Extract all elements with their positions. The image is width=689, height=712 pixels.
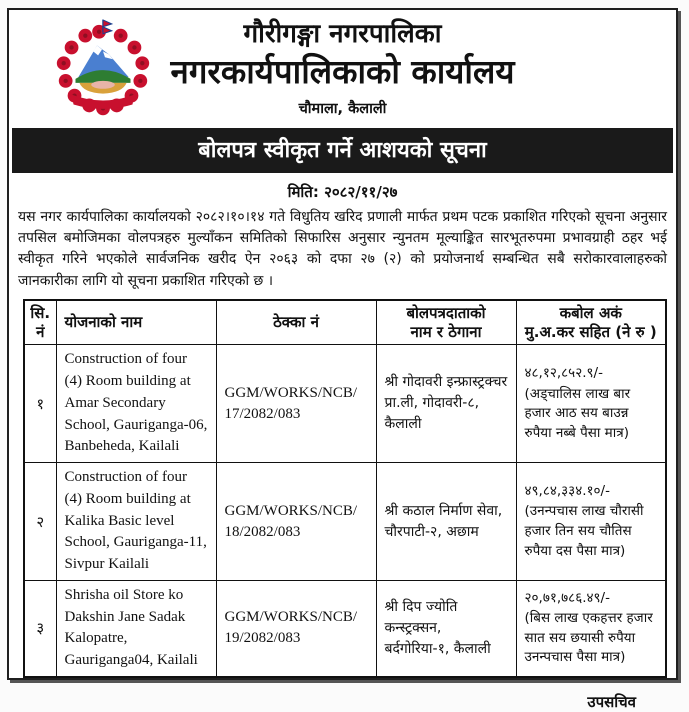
document-page-frame <box>7 8 678 711</box>
project-name-cell: Construction of four (4) Room building at Kalika Basic level School, Gauriganga-11, Sivpur Kailali <box>56 463 216 581</box>
amount-in-words: (अड्चालिस लाख बार हजार आठ सय बाउन्न रुपैया नब्बे पैसा मात्र) <box>524 385 631 441</box>
col-header-serial: सि. नं <box>24 300 56 345</box>
amount-cell <box>516 463 666 581</box>
notice-body-paragraph: यस नगर कार्यपालिका कार्यालयको २०८२।१०।१४ गते विधुतिय खरिद प्रणाली मार्फत प्रथम पटक प्रकाशित गरिएको सूचना अनुसार तपसिल बमोजिमका वोलपत्रहरु मुल्याँकन समितिको सिफारिस अनुसार न्युनतम मूल्याङ्कित सारभूतरुपमा प्रभावग्राही ठहर भई स्वीकृत गरिने भएकोले सार्वजनिक खरीद ऐन २०६३ को दफा २७ (२) को प्रयोजनार्थ सम्बन्धित सबै सरोकारवालाहरुको जानकारीका लागि यो सूचना प्रकाशित गरिएको छ । <box>18 208 667 289</box>
amount-cell <box>516 345 666 463</box>
table-header-row <box>24 300 666 345</box>
project-name-cell: Construction of four (4) Room building at Amar Secondary School, Gauriganga-06, Banbeheda, Kailali <box>56 345 216 463</box>
bidder-cell: श्री कठाल निर्माण सेवा, चौरपाटी-२, अछाम <box>376 463 516 581</box>
bidder-cell: श्री दिप ज्योति कन्स्ट्रक्सन, बर्दगोरिया-१, कैलाली <box>376 580 516 677</box>
amount-figure: २०,७१,७८६.४९/- <box>524 589 610 606</box>
contract-number-cell: GGM/WORKS/NCB/ 19/2082/083 <box>216 580 376 677</box>
row-serial: २ <box>24 463 56 581</box>
notice-title: बोलपत्र स्वीकृत गर्ने आशयको सूचना <box>198 137 487 163</box>
bidder-cell: श्री गोदावरी इन्फ्रास्ट्रक्चर प्रा.ली, गोदावरी-८, कैलाली <box>376 345 516 463</box>
row-serial: १ <box>24 345 56 463</box>
col-header-project: योजनाको नाम <box>56 300 216 345</box>
office-name: नगरकार्यपालिकाको कार्यालय <box>170 51 515 91</box>
col-header-amount: कबोल अकं मु.अ.कर सहित (ने रु ) <box>516 300 666 345</box>
table-row <box>24 463 666 581</box>
municipality-name: गौरीगङ्गा नगरपालिका <box>243 19 442 49</box>
row-serial: ३ <box>24 580 56 677</box>
project-name-cell: Shrisha oil Store ko Dakshin Jane Sadak Kalopatre, Gauriganga04, Kailali <box>56 580 216 677</box>
contract-number-cell: GGM/WORKS/NCB/ 17/2082/083 <box>216 345 376 463</box>
table-row <box>24 580 666 677</box>
amount-in-words: (उनन्पचास लाख चौरासी हजार तिन सय चौतिस रुपैया दस पैसा मात्र) <box>524 503 644 559</box>
amount-cell <box>516 580 666 677</box>
notice-date: मिति: २०८२/११/२७ <box>287 182 398 201</box>
signatory-title: उपसचिव <box>587 692 636 711</box>
municipality-emblem-logo <box>53 18 153 130</box>
amount-in-words: (बिस लाख एकहत्तर हजार सात सय छयासी रुपैया उनन्पचास पैसा मात्र) <box>524 610 653 666</box>
amount-figure: ४९,८४,३३४.१०/- <box>524 482 610 499</box>
office-location: चौमाला, कैलाली <box>298 100 387 117</box>
tender-table <box>23 299 667 678</box>
table-row <box>24 345 666 463</box>
col-header-bidder: बोलपत्रदाताको नाम र ठेगाना <box>376 300 516 345</box>
letterhead <box>9 10 676 118</box>
amount-figure: ४८,१२,८५२.९/- <box>524 365 603 382</box>
contract-number-cell: GGM/WORKS/NCB/ 18/2082/083 <box>216 463 376 581</box>
col-header-contract: ठेक्का नं <box>216 300 376 345</box>
notice-title-banner <box>12 128 673 173</box>
